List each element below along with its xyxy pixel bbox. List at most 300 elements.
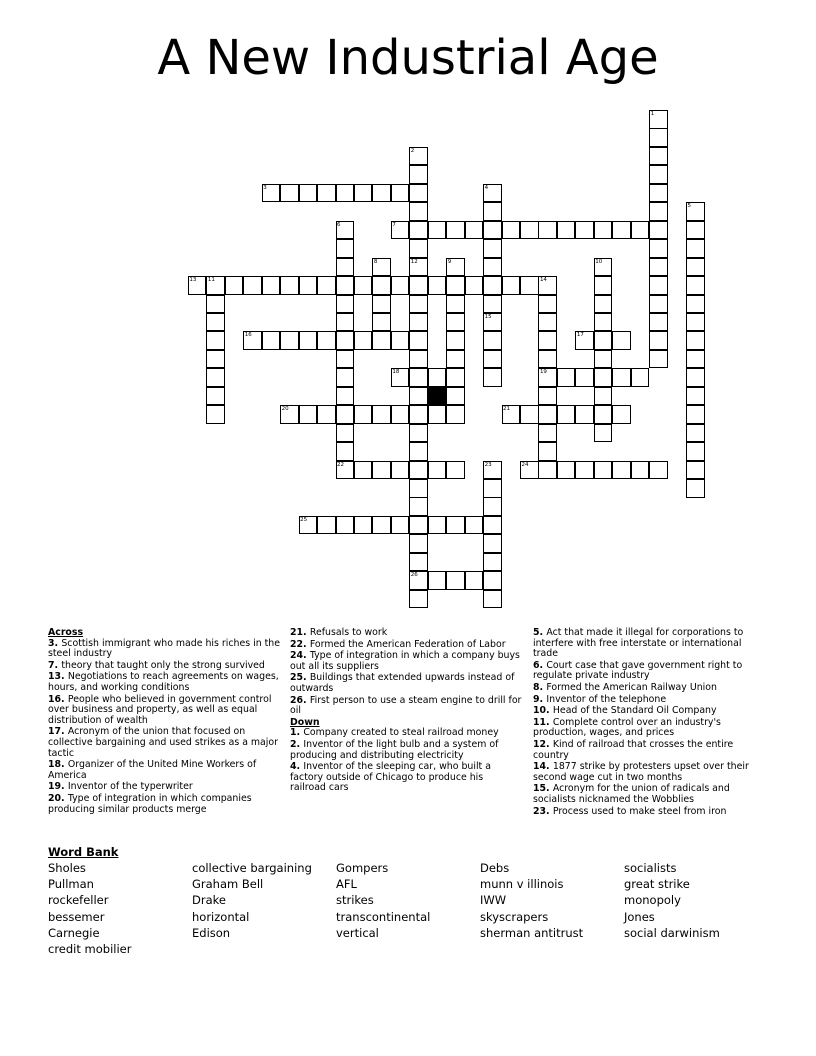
clue-number-label: 14.: [533, 761, 553, 773]
clue-number: 26: [410, 572, 418, 579]
grid-cell[interactable]: [372, 461, 391, 480]
clue-number: 5: [687, 203, 692, 210]
word-bank-item: bessemer: [48, 909, 105, 924]
word-bank-item: Sholes: [48, 861, 86, 875]
grid-cell[interactable]: [612, 461, 631, 480]
across-clue: [290, 640, 522, 651]
grid-cell[interactable]: [336, 276, 355, 295]
grid-cell[interactable]: [538, 461, 557, 480]
grid-cell[interactable]: [446, 295, 465, 314]
grid-cell[interactable]: [594, 405, 613, 424]
clue-number: 18: [392, 369, 400, 376]
down-clue: [533, 740, 765, 761]
grid-cell[interactable]: [575, 221, 594, 240]
clue-text: Head of the Standard Oil Company: [552, 705, 717, 717]
grid-cell[interactable]: [483, 331, 502, 350]
clue-number-label: 20.: [48, 792, 68, 804]
grid-cell[interactable]: [631, 368, 650, 387]
across-clue: [48, 794, 280, 815]
word-bank-item: great strike: [624, 877, 690, 892]
grid-cell[interactable]: [280, 331, 299, 350]
word-bank-item: rockefeller: [48, 893, 109, 908]
grid-cell[interactable]: [317, 516, 336, 535]
clue-text: Complete control over an industry's production, wages, and prices: [533, 716, 721, 739]
grid-cell[interactable]: [557, 405, 576, 424]
clue-number-label: 10.: [533, 705, 553, 717]
word-bank-item: IWW: [480, 893, 507, 908]
grid-cell[interactable]: [575, 461, 594, 480]
clue-number-label: 15.: [533, 783, 553, 795]
clue-number: 7: [392, 221, 396, 228]
grid-cell[interactable]: [409, 276, 428, 295]
clue-number: 15: [484, 313, 492, 320]
down-clue: [290, 728, 522, 739]
grid-cell[interactable]: [594, 313, 613, 332]
grid-cell[interactable]: [446, 276, 465, 295]
grid-cell[interactable]: [428, 571, 447, 590]
grid-cell[interactable]: [372, 295, 391, 314]
grid-cell[interactable]: [428, 368, 447, 387]
grid-cell[interactable]: [409, 221, 428, 240]
clue-text: Acronym for the union of radicals and socialists nicknamed the Wobblies: [533, 783, 730, 805]
grid-cell[interactable]: [428, 516, 447, 535]
grid-cell[interactable]: [262, 276, 281, 295]
grid-cell[interactable]: [686, 424, 705, 443]
clue-number-label: 13.: [48, 671, 68, 683]
word-bank-item: Pullman: [48, 877, 94, 892]
grid-cell[interactable]: [557, 221, 576, 240]
grid-cell[interactable]: [409, 331, 428, 350]
clue-text: Inventor of the light bulb and a system of producing and distributing electricity: [290, 738, 499, 761]
clue-number-label: 18.: [48, 759, 68, 771]
grid-cell[interactable]: [336, 368, 355, 387]
grid-cell[interactable]: [409, 442, 428, 461]
grid-cell[interactable]: [206, 405, 225, 424]
clue-number: 24: [521, 461, 529, 468]
clue-number-label: 6.: [533, 659, 547, 671]
grid-cell[interactable]: [594, 350, 613, 369]
grid-cell[interactable]: [206, 350, 225, 369]
word-bank-item: Graham Bell: [192, 877, 264, 892]
grid-cell[interactable]: [594, 295, 613, 314]
grid-cell[interactable]: [483, 479, 502, 498]
word-bank-item: socialists: [624, 861, 677, 875]
grid-cell[interactable]: [336, 405, 355, 424]
grid-cell[interactable]: [686, 461, 705, 480]
grid-cell[interactable]: [483, 516, 502, 535]
grid-cell[interactable]: [520, 221, 539, 240]
grid-cell[interactable]: [631, 221, 650, 240]
clue-number: 8: [373, 258, 378, 265]
grid-cell[interactable]: [354, 184, 373, 203]
grid-cell[interactable]: [336, 258, 355, 277]
grid-cell[interactable]: [354, 405, 373, 424]
grid-cell[interactable]: [538, 331, 557, 350]
clue-text: Company created to steal railroad money: [303, 727, 499, 739]
grid-cell[interactable]: [391, 184, 410, 203]
grid-cell[interactable]: [538, 350, 557, 369]
down-clue: [533, 695, 765, 706]
clue-number-label: 12.: [533, 738, 553, 750]
down-clue: [290, 740, 522, 761]
clue-number-label: 11.: [533, 716, 553, 728]
grid-cell[interactable]: [465, 276, 484, 295]
grid-cell[interactable]: [686, 276, 705, 295]
grid-cell[interactable]: [299, 184, 318, 203]
grid-cell[interactable]: [336, 387, 355, 406]
clue-text: Organizer of the United Mine Workers of America: [48, 759, 257, 781]
grid-cell[interactable]: [686, 221, 705, 240]
clue-number: 23: [484, 461, 492, 468]
grid-cell[interactable]: [686, 350, 705, 369]
grid-cell[interactable]: [409, 202, 428, 221]
clue-number-label: 3.: [48, 637, 62, 649]
clue-number: 2: [410, 147, 415, 154]
grid-cell[interactable]: [686, 239, 705, 258]
grid-block-cell: [428, 387, 447, 406]
grid-cell[interactable]: [649, 147, 668, 166]
grid-cell[interactable]: [502, 276, 521, 295]
across-clue: [290, 673, 522, 694]
word-bank-item: vertical: [336, 925, 379, 940]
grid-cell[interactable]: [686, 331, 705, 350]
grid-cell[interactable]: [649, 258, 668, 277]
clue-number: 16: [244, 332, 252, 339]
down-clue: [533, 762, 765, 783]
across-clue: [48, 782, 280, 793]
grid-cell[interactable]: [354, 516, 373, 535]
grid-cell[interactable]: [649, 276, 668, 295]
grid-cell[interactable]: [206, 331, 225, 350]
clue-number-label: 23.: [533, 805, 553, 817]
grid-cell[interactable]: [391, 276, 410, 295]
clue-number-label: 17.: [48, 726, 68, 738]
grid-cell[interactable]: [594, 387, 613, 406]
word-bank-item: monopoly: [624, 893, 681, 908]
grid-cell[interactable]: [520, 276, 539, 295]
grid-cell[interactable]: [612, 405, 631, 424]
grid-cell[interactable]: [649, 239, 668, 258]
grid-cell[interactable]: [428, 405, 447, 424]
clue-text: Negotiations to reach agreements on wages, hours, and working conditions: [48, 671, 279, 693]
grid-cell[interactable]: [409, 405, 428, 424]
grid-cell[interactable]: [649, 331, 668, 350]
grid-cell[interactable]: [354, 461, 373, 480]
grid-cell[interactable]: [483, 202, 502, 221]
grid-cell[interactable]: [336, 295, 355, 314]
clue-number-label: 16.: [48, 693, 68, 705]
clue-column-2: [290, 628, 522, 795]
grid-cell[interactable]: [538, 442, 557, 461]
clue-column-3: [533, 628, 765, 818]
grid-cell[interactable]: [446, 331, 465, 350]
clue-number-label: 24.: [290, 650, 310, 662]
word-bank-item: Debs: [480, 861, 510, 875]
grid-cell[interactable]: [446, 368, 465, 387]
grid-cell[interactable]: [391, 331, 410, 350]
grid-cell[interactable]: [686, 479, 705, 498]
clue-number-label: 21.: [290, 627, 310, 638]
clue-number: 13: [189, 277, 197, 284]
down-heading: Down: [290, 716, 320, 728]
grid-cell[interactable]: [594, 331, 613, 350]
grid-cell[interactable]: [649, 295, 668, 314]
clue-text: Scottish immigrant who made his riches in the steel industry: [48, 637, 280, 660]
grid-cell[interactable]: [649, 313, 668, 332]
grid-cell[interactable]: [336, 350, 355, 369]
grid-cell[interactable]: [483, 571, 502, 590]
grid-cell[interactable]: [446, 350, 465, 369]
grid-cell[interactable]: [409, 313, 428, 332]
grid-cell[interactable]: [409, 479, 428, 498]
clue-number: 10: [595, 258, 603, 265]
word-bank-item: credit mobilier: [48, 942, 132, 956]
clue-number-label: 4.: [290, 761, 304, 773]
grid-cell[interactable]: [317, 276, 336, 295]
grid-cell[interactable]: [409, 239, 428, 258]
grid-cell[interactable]: [262, 331, 281, 350]
grid-cell[interactable]: [483, 258, 502, 277]
clue-number-label: 8.: [533, 681, 547, 693]
grid-cell[interactable]: [372, 516, 391, 535]
word-bank-item: collective bargaining: [192, 861, 312, 875]
grid-cell[interactable]: [502, 221, 521, 240]
grid-cell[interactable]: [299, 276, 318, 295]
clue-number: 25: [300, 516, 308, 523]
word-bank-item: strikes: [336, 893, 374, 908]
clue-text: Refusals to work: [309, 627, 388, 638]
grid-cell[interactable]: [483, 553, 502, 572]
grid-cell[interactable]: [483, 239, 502, 258]
grid-cell[interactable]: [409, 424, 428, 443]
grid-cell[interactable]: [317, 405, 336, 424]
grid-cell[interactable]: [372, 276, 391, 295]
across-heading: Across: [48, 627, 84, 638]
grid-cell[interactable]: [409, 387, 428, 406]
grid-cell[interactable]: [409, 590, 428, 609]
grid-cell[interactable]: [538, 295, 557, 314]
grid-cell[interactable]: [594, 276, 613, 295]
grid-cell[interactable]: [225, 276, 244, 295]
clue-text: Act that made it illegal for corporations to interfere with free interstate or international trade: [533, 627, 744, 660]
grid-cell[interactable]: [649, 350, 668, 369]
grid-cell[interactable]: [465, 221, 484, 240]
grid-cell[interactable]: [557, 368, 576, 387]
grid-cell[interactable]: [612, 368, 631, 387]
clue-text: Inventor of the sleeping car, who built a factory outside of Chicago to produce his railroad cars: [290, 761, 491, 794]
grid-cell[interactable]: [538, 405, 557, 424]
across-clue: [290, 628, 522, 639]
grid-cell[interactable]: [686, 368, 705, 387]
grid-cell[interactable]: [649, 461, 668, 480]
clue-number: 22: [337, 461, 344, 468]
grid-cell[interactable]: [391, 461, 410, 480]
grid-cell[interactable]: [538, 387, 557, 406]
grid-cell[interactable]: [465, 571, 484, 590]
clue-number: 3: [263, 184, 267, 191]
grid-cell[interactable]: [354, 331, 373, 350]
clue-number: 12: [410, 258, 418, 265]
clue-text: People who believed in government control over business and property, as well as equal distribution of wealth: [48, 693, 272, 726]
grid-cell[interactable]: [446, 461, 465, 480]
grid-cell[interactable]: [686, 405, 705, 424]
grid-cell[interactable]: [336, 424, 355, 443]
clue-number-label: 1.: [290, 727, 304, 739]
grid-cell[interactable]: [483, 221, 502, 240]
grid-cell[interactable]: [538, 424, 557, 443]
grid-cell[interactable]: [336, 331, 355, 350]
grid-cell[interactable]: [483, 295, 502, 314]
grid-cell[interactable]: [483, 350, 502, 369]
grid-cell[interactable]: [299, 405, 318, 424]
grid-cell[interactable]: [391, 405, 410, 424]
grid-cell[interactable]: [686, 295, 705, 314]
word-bank-item: munn v illinois: [480, 877, 564, 892]
word-bank-item: Edison: [192, 925, 231, 940]
grid-cell[interactable]: [409, 516, 428, 535]
grid-cell[interactable]: [446, 405, 465, 424]
grid-cell[interactable]: [649, 202, 668, 221]
grid-cell[interactable]: [428, 461, 447, 480]
word-bank-item: Gompers: [336, 861, 389, 875]
grid-cell[interactable]: [594, 221, 613, 240]
grid-cell[interactable]: [409, 368, 428, 387]
word-bank-item: Drake: [192, 893, 226, 908]
grid-cell[interactable]: [336, 184, 355, 203]
grid-cell[interactable]: [557, 461, 576, 480]
grid-cell[interactable]: [649, 221, 668, 240]
grid-cell[interactable]: [686, 387, 705, 406]
grid-cell[interactable]: [483, 534, 502, 553]
word-bank-item: AFL: [336, 877, 357, 892]
clue-text: First person to use a steam engine to drill for oil: [290, 694, 522, 717]
word-bank-item: sherman antitrust: [480, 925, 584, 940]
grid-cell[interactable]: [206, 313, 225, 332]
grid-cell[interactable]: [594, 461, 613, 480]
grid-cell[interactable]: [446, 516, 465, 535]
clue-number-label: 19.: [48, 781, 68, 793]
grid-cell[interactable]: [354, 276, 373, 295]
grid-cell[interactable]: [409, 350, 428, 369]
across-clue: [48, 760, 280, 781]
clue-number: 6: [337, 221, 341, 228]
grid-cell[interactable]: [317, 331, 336, 350]
grid-cell[interactable]: [206, 387, 225, 406]
grid-cell[interactable]: [612, 221, 631, 240]
grid-cell[interactable]: [612, 331, 631, 350]
grid-cell[interactable]: [409, 497, 428, 516]
clue-number: 9: [447, 258, 452, 265]
grid-cell[interactable]: [336, 239, 355, 258]
grid-cell[interactable]: [649, 184, 668, 203]
grid-cell[interactable]: [336, 313, 355, 332]
grid-cell[interactable]: [428, 221, 447, 240]
grid-cell[interactable]: [686, 258, 705, 277]
clue-number-label: 5.: [533, 627, 547, 638]
grid-cell[interactable]: [372, 313, 391, 332]
grid-cell[interactable]: [317, 184, 336, 203]
grid-cell[interactable]: [446, 387, 465, 406]
clue-number-label: 26.: [290, 694, 310, 706]
word-bank-item: horizontal: [192, 909, 250, 924]
grid-cell[interactable]: [483, 497, 502, 516]
grid-cell[interactable]: [372, 405, 391, 424]
grid-cell[interactable]: [446, 221, 465, 240]
clue-text: Acronym of the union that focused on collective bargaining and used strikes as a major tactic: [48, 726, 278, 759]
word-bank-title: Word Bank: [48, 845, 119, 859]
grid-cell[interactable]: [483, 590, 502, 609]
clue-number: 19: [539, 369, 547, 376]
grid-cell[interactable]: [409, 295, 428, 314]
grid-cell[interactable]: [372, 184, 391, 203]
grid-cell[interactable]: [538, 313, 557, 332]
grid-cell[interactable]: [686, 313, 705, 332]
clue-number: 14: [539, 277, 547, 284]
grid-cell[interactable]: [483, 368, 502, 387]
word-bank-item: social darwinism: [624, 925, 720, 940]
across-clue: [290, 651, 522, 672]
grid-cell[interactable]: [483, 276, 502, 295]
grid-cell[interactable]: [336, 442, 355, 461]
clue-number: 21: [503, 406, 511, 413]
clue-text: 1877 strike by protesters upset over their second wage cut in two months: [533, 761, 749, 783]
grid-cell[interactable]: [594, 424, 613, 443]
clue-number-label: 25.: [290, 672, 310, 684]
clue-number: 4: [484, 184, 489, 191]
across-clue: [290, 696, 522, 717]
clue-number: 1: [650, 111, 655, 117]
grid-cell[interactable]: [336, 516, 355, 535]
grid-cell[interactable]: [446, 313, 465, 332]
down-clue: [533, 706, 765, 717]
grid-cell[interactable]: [372, 331, 391, 350]
grid-cell[interactable]: [575, 368, 594, 387]
grid-cell[interactable]: [409, 534, 428, 553]
grid-cell[interactable]: [446, 571, 465, 590]
across-clue: [48, 639, 280, 660]
grid-cell[interactable]: [409, 553, 428, 572]
grid-cell[interactable]: [299, 331, 318, 350]
grid-cell[interactable]: [649, 165, 668, 184]
clue-text: Process used to make steel from iron: [552, 805, 727, 817]
grid-cell[interactable]: [686, 442, 705, 461]
grid-cell[interactable]: [649, 128, 668, 147]
clue-text: Type of integration in which a company buys out all its suppliers: [290, 650, 520, 672]
grid-cell[interactable]: [280, 276, 299, 295]
down-clue: [533, 784, 765, 805]
clue-text: Formed the American Railway Union: [546, 681, 717, 693]
grid-cell[interactable]: [391, 516, 410, 535]
grid-cell[interactable]: [594, 368, 613, 387]
clue-number-label: 7.: [48, 659, 62, 671]
grid-cell[interactable]: [206, 295, 225, 314]
grid-cell[interactable]: [520, 405, 539, 424]
word-bank-item: Jones: [624, 909, 655, 924]
grid-cell[interactable]: [409, 184, 428, 203]
grid-cell[interactable]: [465, 516, 484, 535]
grid-cell[interactable]: [428, 276, 447, 295]
grid-cell[interactable]: [409, 461, 428, 480]
grid-cell[interactable]: [409, 165, 428, 184]
grid-cell[interactable]: [243, 276, 262, 295]
grid-cell[interactable]: [280, 184, 299, 203]
clue-text: Type of integration in which companies producing similar products merge: [48, 792, 252, 815]
clue-text: Kind of railroad that crosses the entire country: [533, 738, 734, 761]
grid-cell[interactable]: [575, 405, 594, 424]
grid-cell[interactable]: [631, 461, 650, 480]
grid-cell[interactable]: [538, 221, 557, 240]
grid-cell[interactable]: [206, 368, 225, 387]
